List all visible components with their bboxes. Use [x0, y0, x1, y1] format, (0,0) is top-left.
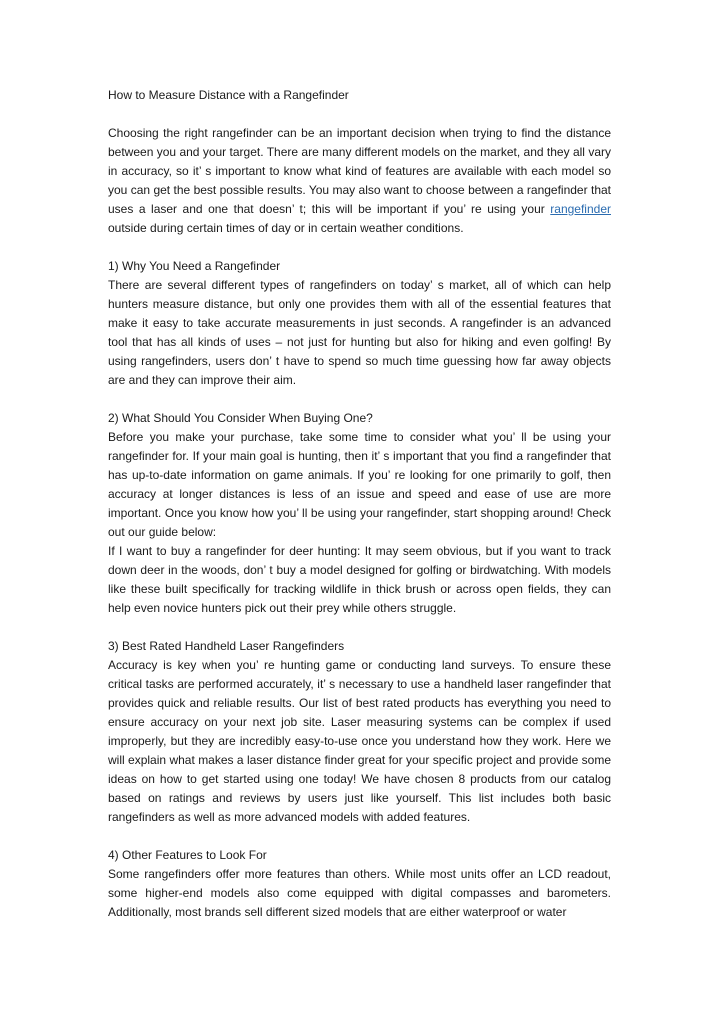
section-heading: 1) Why You Need a Rangefinder — [108, 259, 281, 273]
intro-text-before-link: Choosing the right rangefinder can be an important decision when trying to find the distance between you and your target. There are many different models on the market, and they all vary in accuracy, so it’ s important to know what kind of features are available with each model so you can get the best possible results. You may also want to choose between a rangefinder that uses a laser and one that doesn’ t; this will be important if you’ re using your — [108, 126, 611, 216]
rangefinder-link[interactable]: rangefinder — [550, 202, 611, 216]
intro-paragraph — [108, 124, 611, 238]
document-page — [108, 86, 611, 941]
section-heading: 4) Other Features to Look For — [108, 848, 267, 862]
section-heading: 2) What Should You Consider When Buying One? — [108, 411, 373, 425]
section-heading: 3) Best Rated Handheld Laser Rangefinders — [108, 639, 345, 653]
section-paragraph: Accuracy is key when you’ re hunting game or conducting land surveys. To ensure these critical tasks are performed accurately, it’ s necessary to use a handheld laser rangefinder that provides quick and reliable results. Our list of best rated products has everything you need to ensure accuracy on your next job site. Laser measuring systems can be complex if used improperly, but they are incredibly easy-to-use once you understand how they work. Here we will explain what makes a laser distance finder great for your specific project and provide some ideas on how to get started using one today! We have chosen 8 products from our catalog based on ratings and reviews by users just like yourself. This list includes both basic rangefinders as well as more advanced models with added features. — [108, 658, 611, 824]
section-other-features — [108, 846, 611, 922]
section-why-need — [108, 257, 611, 390]
section-paragraph: Some rangefinders offer more features than others. While most units offer an LCD readout, some higher-end models also come equipped with digital compasses and barometers. Additionally, most brands sell different sized models that are either waterproof or water — [108, 867, 611, 919]
section-paragraph: If I want to buy a rangefinder for deer hunting: It may seem obvious, but if you want to track down deer in the woods, don’ t buy a model designed for golfing or birdwatching. With models like these built specifically for tracking wildlife in thick brush or across open fields, they can help even novice hunters pick out their prey while others struggle. — [108, 544, 611, 615]
document-title: How to Measure Distance with a Rangefinder — [108, 88, 349, 102]
section-what-consider — [108, 409, 611, 618]
section-paragraph: Before you make your purchase, take some time to consider what you’ ll be using your rangefinder for. If your main goal is hunting, then it’ s important that you find a rangefinder that has up-to-date information on game animals. If you’ re looking for one primarily to golf, then accuracy at longer distances is less of an issue and speed and ease of use are more important. Once you know how you’ ll be using your rangefinder, start shopping around! Check out our guide below: — [108, 430, 611, 539]
intro-text-after-link: outside during certain times of day or in certain weather conditions. — [108, 221, 464, 235]
intro-section — [108, 124, 611, 238]
section-best-rated — [108, 637, 611, 827]
section-paragraph: There are several different types of rangefinders on today’ s market, all of which can help hunters measure distance, but only one provides them with all of the essential features that make it easy to take accurate measurements in just seconds. A rangefinder is an advanced tool that has all kinds of uses – not just for hunting but also for hiking and even golfing! By using rangefinders, users don’ t have to spend so much time guessing how far away objects are and they can improve their aim. — [108, 278, 611, 387]
